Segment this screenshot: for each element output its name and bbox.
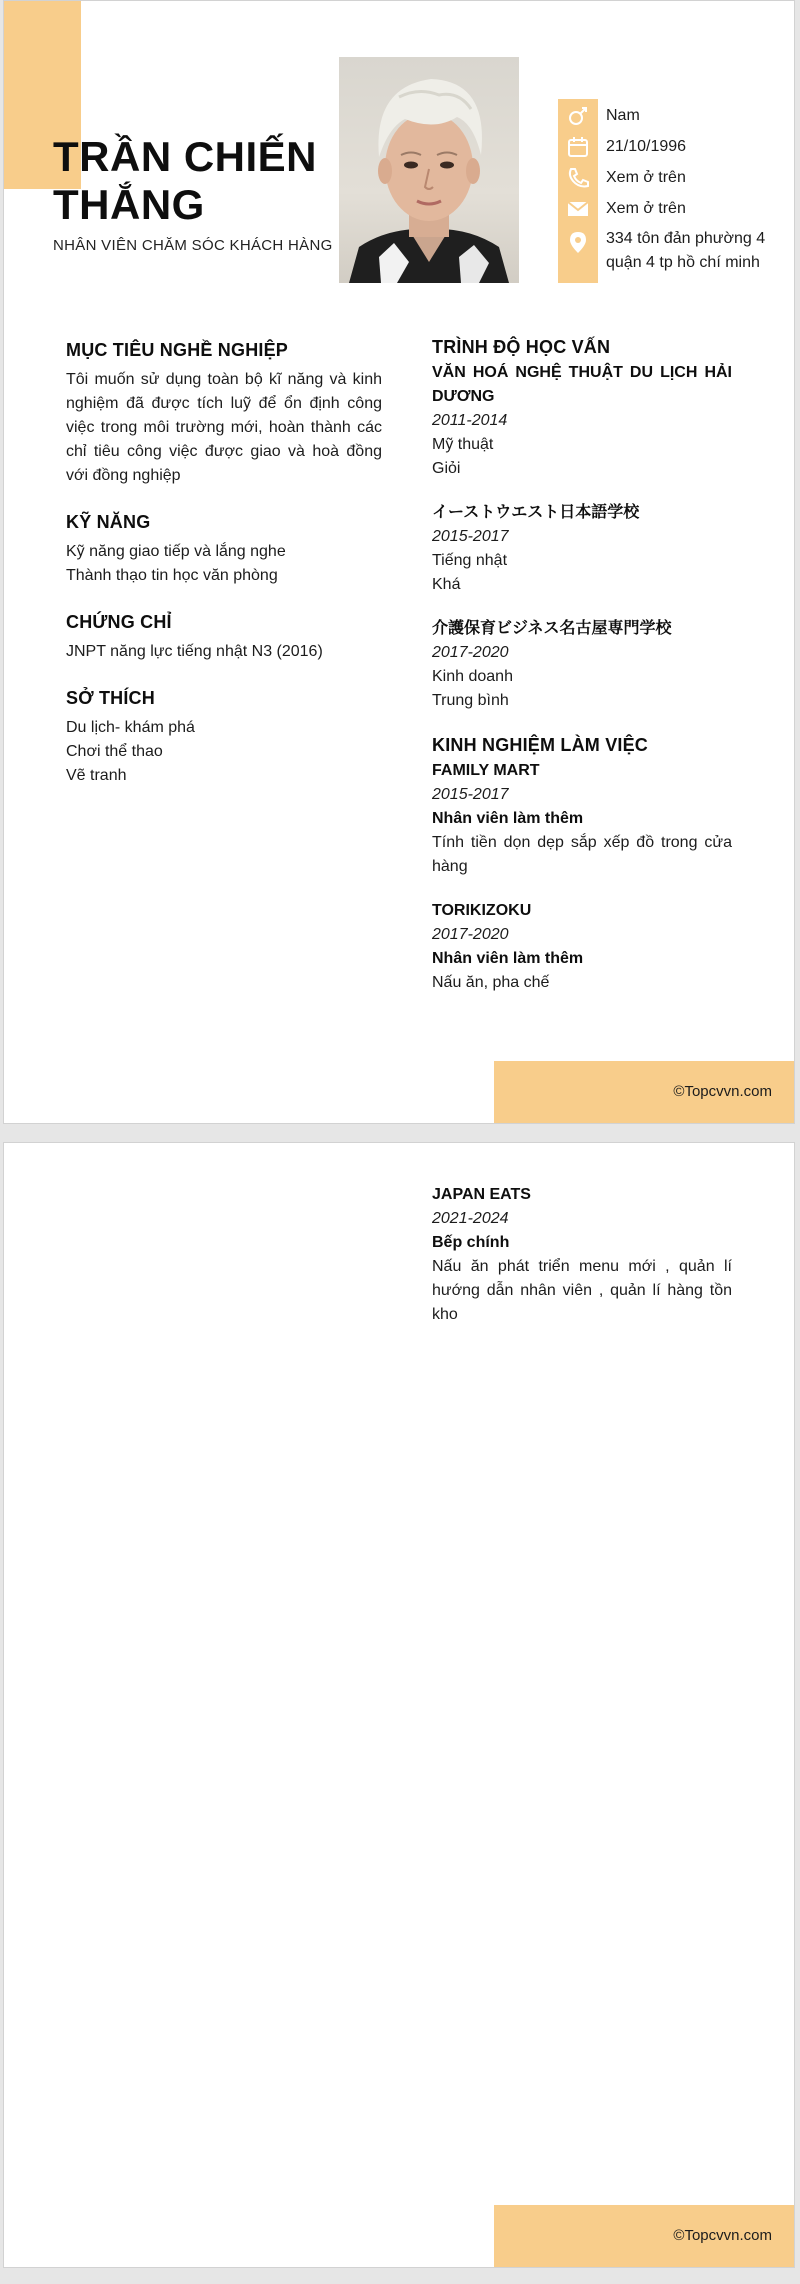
education-grade: Giỏi [432, 460, 461, 477]
experience-desc: Tính tiền dọn dẹp sắp xếp đồ trong cửa hàng [432, 834, 732, 875]
contact-birthday [558, 132, 795, 162]
footer-bar [494, 2205, 794, 2267]
address-value: 334 tôn đản phường 4 quận 4 tp hồ chí minh [606, 230, 766, 271]
experience-role: Nhân viên làm thêm [432, 950, 584, 967]
job-title: NHÂN VIÊN CHĂM SÓC KHÁCH HÀNG [53, 237, 333, 254]
experience-desc: Nấu ăn phát triển menu mới , quản lí hướng dẫn nhân viên , quản lí hàng tồn kho [432, 1258, 732, 1323]
experience-role: Nhân viên làm thêm [432, 810, 584, 827]
education-major: Kinh doanh [432, 668, 513, 685]
skills-section [66, 510, 382, 588]
education-period: 2011-2014 [432, 412, 508, 429]
education-item [432, 617, 732, 713]
education-title: TRÌNH ĐỘ HỌC VẤN [432, 337, 611, 357]
education-period: 2017-2020 [432, 644, 509, 661]
candidate-name: TRẦN CHIẾN THẮNG [53, 133, 317, 228]
footer-brand: ©Topcvvn.com [673, 2227, 772, 2244]
education-major: Tiếng nhật [432, 552, 508, 569]
right-column-continued [432, 1183, 732, 1347]
objective-text: Tôi muốn sử dụng toàn bộ kĩ năng và kinh nghiệm đã được tích luỹ để ổn định công việc trong môi trường mới, hoàn thành các chỉ tiêu công việc được giao và hoà đồng với đồng nghiệp [66, 371, 382, 484]
footer-brand: ©Topcvvn.com [673, 1083, 772, 1100]
experience-item [432, 1183, 732, 1327]
cv-page-1 [3, 0, 795, 1124]
experience-desc: Nấu ăn, pha chế [432, 974, 550, 991]
hobbies-section [66, 686, 382, 788]
right-column [432, 335, 732, 1015]
company-name: TORIKIZOKU [432, 902, 532, 919]
experience-title: KINH NGHIỆM LÀM VIỆC [432, 735, 649, 755]
education-major: Mỹ thuật [432, 436, 494, 453]
school-name: 介護保育ビジネス名古屋専門学校 [432, 620, 672, 637]
contact-email [558, 194, 795, 224]
objective-title: MỤC TIÊU NGHỀ NGHIỆP [66, 340, 289, 360]
education-grade: Khá [432, 576, 461, 593]
hobby-item: Du lịch- khám phá [66, 719, 195, 736]
certificate-item: JNPT năng lực tiếng nhật N3 (2016) [66, 643, 323, 660]
hobby-item: Vẽ tranh [66, 767, 127, 784]
mail-icon [565, 197, 591, 221]
experience-period: 2021-2024 [432, 1210, 509, 1227]
contact-address [558, 227, 795, 283]
education-section [432, 335, 732, 713]
certificates-section [66, 610, 382, 664]
contact-gender [558, 101, 795, 131]
skill-item: Thành thạo tin học văn phòng [66, 567, 278, 584]
cv-page-2 [3, 1142, 795, 2268]
birthday-value: 21/10/1996 [606, 138, 687, 155]
experience-section [432, 733, 732, 995]
location-pin-icon [565, 230, 591, 254]
profile-photo [339, 57, 519, 283]
objective-section [66, 338, 382, 488]
company-name: JAPAN EATS [432, 1186, 531, 1203]
company-name: FAMILY MART [432, 762, 540, 779]
hobbies-title: SỞ THÍCH [66, 688, 155, 708]
footer-bar [494, 1061, 794, 1123]
school-name: イーストウエスト日本語学校 [432, 504, 640, 521]
gender-value: Nam [606, 107, 640, 124]
calendar-icon [565, 135, 591, 159]
phone-icon [565, 166, 591, 190]
experience-period: 2017-2020 [432, 926, 509, 943]
gender-icon [565, 104, 591, 128]
skills-title: KỸ NĂNG [66, 512, 151, 532]
education-item [432, 361, 732, 481]
experience-period: 2015-2017 [432, 786, 509, 803]
school-name: VĂN HOÁ NGHỆ THUẬT DU LỊCH HẢI DƯƠNG [432, 364, 732, 405]
left-column [66, 338, 382, 810]
education-item [432, 501, 732, 597]
phone-value: Xem ở trên [606, 169, 686, 186]
experience-role: Bếp chính [432, 1234, 510, 1251]
skill-item: Kỹ năng giao tiếp và lắng nghe [66, 543, 286, 560]
contact-phone [558, 163, 795, 193]
hobby-item: Chơi thể thao [66, 743, 163, 760]
email-value: Xem ở trên [606, 200, 686, 217]
experience-item [432, 899, 732, 995]
certificates-title: CHỨNG CHỈ [66, 612, 172, 632]
portrait-illustration [339, 57, 519, 283]
experience-item [432, 759, 732, 879]
education-grade: Trung bình [432, 692, 509, 709]
education-period: 2015-2017 [432, 528, 509, 545]
